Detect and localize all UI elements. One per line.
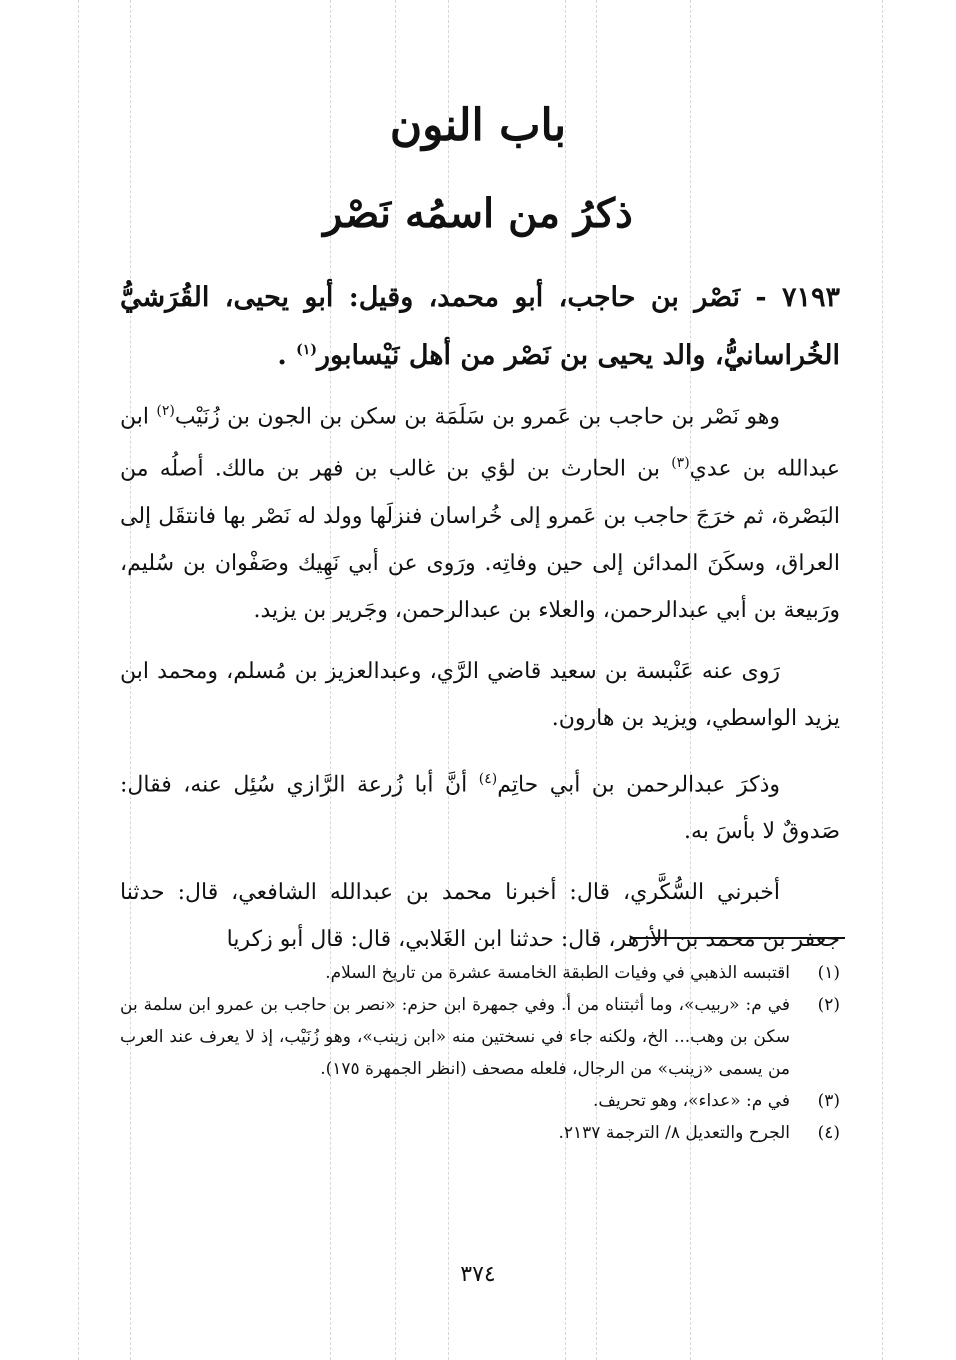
footnote-ref-4: (٤)	[478, 770, 498, 787]
paragraph-lineage-part-c: بن الحارث بن لؤي بن غالب بن فهر بن مالك. أصلُه من البَصْرة، ثم خرَجَ حاجب بن عَمرو إلى خُراسان فنزلَها وولد له نَصْر بها فانتقَل إلى العراق، وسكَنَ المدائن إلى حين وفاتِه. ورَوى عن أبي نَهِيك وصَفْوان بن سُليم، ورَبيعة بن أبي عبدالرحمن، والعلاء بن عبدالرحمن، وجَرير بن يزيد.	[120, 456, 840, 623]
footnote-number: (١)	[817, 963, 840, 983]
chapter-heading: باب النون	[389, 100, 567, 151]
footnote-text: في م: «عداء»، وهو تحريف.	[592, 1091, 790, 1111]
paragraph-lineage-part-a: وهو نَصْر بن حاجب بن عَمرو بن سَلَمَة بن سكن بن الجون بن زُنَيْب	[174, 404, 780, 430]
footnote-3	[120, 1085, 840, 1117]
footnote-text: الجرح والتعديل ٨/ الترجمة ٢١٣٧.	[558, 1123, 790, 1143]
paragraph-assessment	[120, 756, 840, 855]
footnote-ref-1: (١)	[296, 342, 317, 358]
body-text	[120, 388, 840, 977]
biography-entry-title	[120, 272, 840, 382]
paragraph-assessment-part-b: أنَّ أبا زُرعة الرَّازي سُئِل عنه، فقال: صَدوقٌ لا بأسَ به.	[120, 771, 840, 844]
paragraph-lineage	[120, 388, 840, 634]
entry-title-end: .	[277, 340, 297, 371]
footnote-separator	[630, 937, 845, 939]
footnote-2	[120, 989, 840, 1085]
page-number: ٣٧٤	[460, 1262, 496, 1287]
paragraph-assessment-part-a: وذكرَ عبدالرحمن بن أبي حاتِم	[497, 771, 780, 797]
footnotes	[120, 957, 840, 1149]
footnote-number: (٣)	[817, 1091, 840, 1111]
footnote-ref-3: (٣)	[671, 455, 690, 472]
footnote-number: (٤)	[817, 1123, 840, 1143]
entry-title-text: ٧١٩٣ - نَصْر بن حاجب، أبو محمد، وقيل: أبو يحيى، القُرَشيُّ الخُراسانيُّ، والد يحيى بن نَصْر من أهل نَيْسابور	[120, 282, 840, 371]
footnote-text: في م: «ربيب»، وما أثبتناه من أ. وفي جمهرة ابن حزم: «نصر بن حاجب بن عمرو ابن سلمة بن سكن بن وهب... الخ، ولكنه جاء في نسختين منه «ابن زينب»، وهو زُنَيْب، إذ لا يعرف عند العرب من يسمى «زينب» من الرجال، فلعله مصحف (انظر الجمهرة ١٧٥).	[120, 995, 790, 1079]
paragraph-isnad: أخبرني السُّكَّري، قال: أخبرنا محمد بن عبدالله الشافعي، قال: حدثنا جعفر بن محمد بن الأزهر، قال: حدثنا ابن الغَلابي، قال: قال أبو زكريا	[120, 879, 840, 952]
footnote-ref-2: (٢)	[156, 403, 175, 419]
footnote-4	[120, 1117, 840, 1149]
footnote-1	[120, 957, 840, 989]
footnote-text: اقتبسه الذهبي في وفيات الطبقة الخامسة عشرة من تاريخ السلام.	[325, 963, 790, 983]
footnote-number: (٢)	[817, 995, 840, 1015]
paragraph-lineage-part-b: ابن عبدالله بن عدي	[120, 404, 840, 482]
paragraph-narrators: رَوى عنه عَنْبسة بن سعيد قاضي الرَّي، وعبدالعزيز بن مُسلم، ومحمد ابن يزيد الواسطي، ويزيد بن هارون.	[120, 658, 840, 731]
section-heading: ذكرُ من اسمُه نَصْر	[323, 190, 633, 237]
